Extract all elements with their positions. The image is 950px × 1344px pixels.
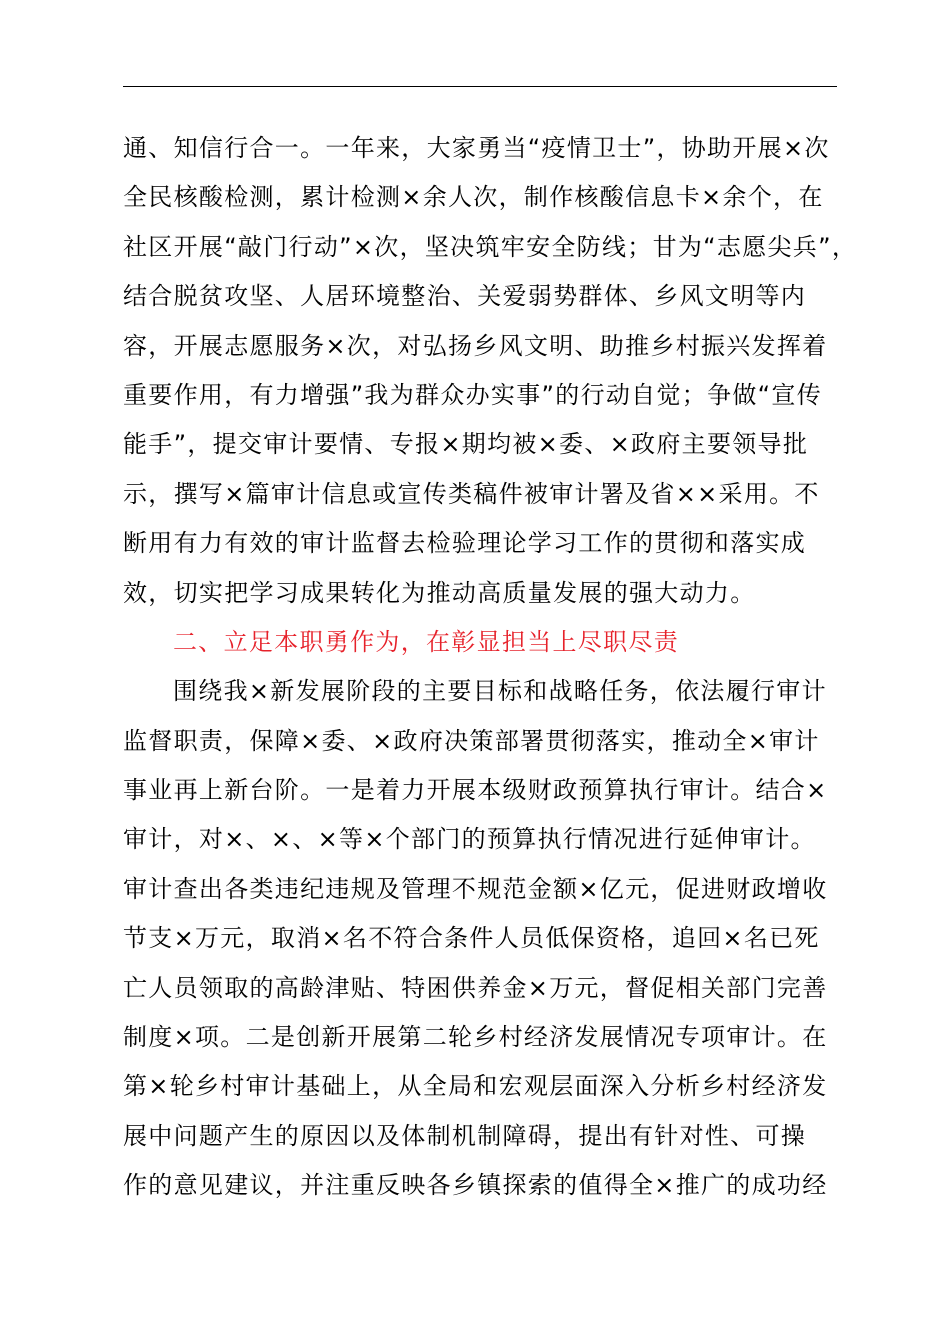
text-line: 作的意见建议，并注重反映各乡镇探索的值得全×推广的成功经: [123, 1171, 828, 1200]
text-line: 审计，对×、×、×等×个部门的预算执行情况进行延伸审计。: [123, 825, 816, 854]
text-line: 展中问题产生的原因以及体制机制障碍，提出有针对性、可操: [123, 1121, 807, 1150]
text-line: 结合脱贫攻坚、人居环境整治、关爱弱势群体、乡风文明等内: [123, 282, 807, 311]
text-line: 能手”，提交审计要情、专报×期均被×委、×政府主要领导批: [123, 430, 809, 459]
text-line: 事业再上新台阶。一是着力开展本级财政预算执行审计。结合×: [123, 776, 828, 805]
text-line: 全民核酸检测，累计检测×余人次，制作核酸信息卡×余个，在: [123, 183, 824, 212]
text-line: 节支×万元，取消×名不符合条件人员低保资格，追回×名已死: [123, 924, 820, 953]
text-line: 监督职责，保障×委、×政府决策部署贯彻落实，推动全×审计: [123, 726, 820, 755]
text-line: 容，开展志愿服务×次，对弘扬乡风文明、助推乡村振兴发挥着: [123, 331, 828, 360]
text-line: 示，撰写×篇审计信息或宣传类稿件被审计署及省××采用。不: [123, 479, 820, 508]
text-line: 效，切实把学习成果转化为推动高质量发展的强大动力。: [123, 578, 756, 607]
text-line: 通、知信行合一。一年来，大家勇当“疫情卫士”，协助开展×次: [123, 134, 830, 162]
text-line: 断用有力有效的审计监督去检验理论学习工作的贯彻和落实成: [123, 529, 807, 558]
paragraph-1: [123, 124, 858, 618]
text-line: 围绕我×新发展阶段的主要目标和战略任务，依法履行审计: [173, 677, 827, 706]
text-line: 社区开展“敲门行动”×次，坚决筑牢安全防线；甘为“志愿尖兵”，: [123, 232, 858, 261]
text-line: 审计查出各类违纪违规及管理不规范金额×亿元，促进财政增收: [123, 874, 828, 903]
text-line: 重要作用，有力增强”我为群众办实事”的行动自觉；争做“宣传: [123, 380, 822, 409]
section-heading: 二、立足本职勇作为，在彰显担当上尽职尽责: [173, 627, 679, 656]
document-body: [123, 124, 858, 1211]
text-line: 制度×项。二是创新开展第二轮乡村经济发展情况专项审计。在: [123, 1023, 828, 1052]
text-line: 亡人员领取的高龄津贴、特困供养金×万元，督促相关部门完善: [123, 973, 828, 1002]
text-line: 第×轮乡村审计基础上，从全局和宏观层面深入分析乡村经济发: [123, 1072, 828, 1101]
paragraph-2: [123, 667, 843, 1210]
header-rule: [123, 86, 837, 87]
